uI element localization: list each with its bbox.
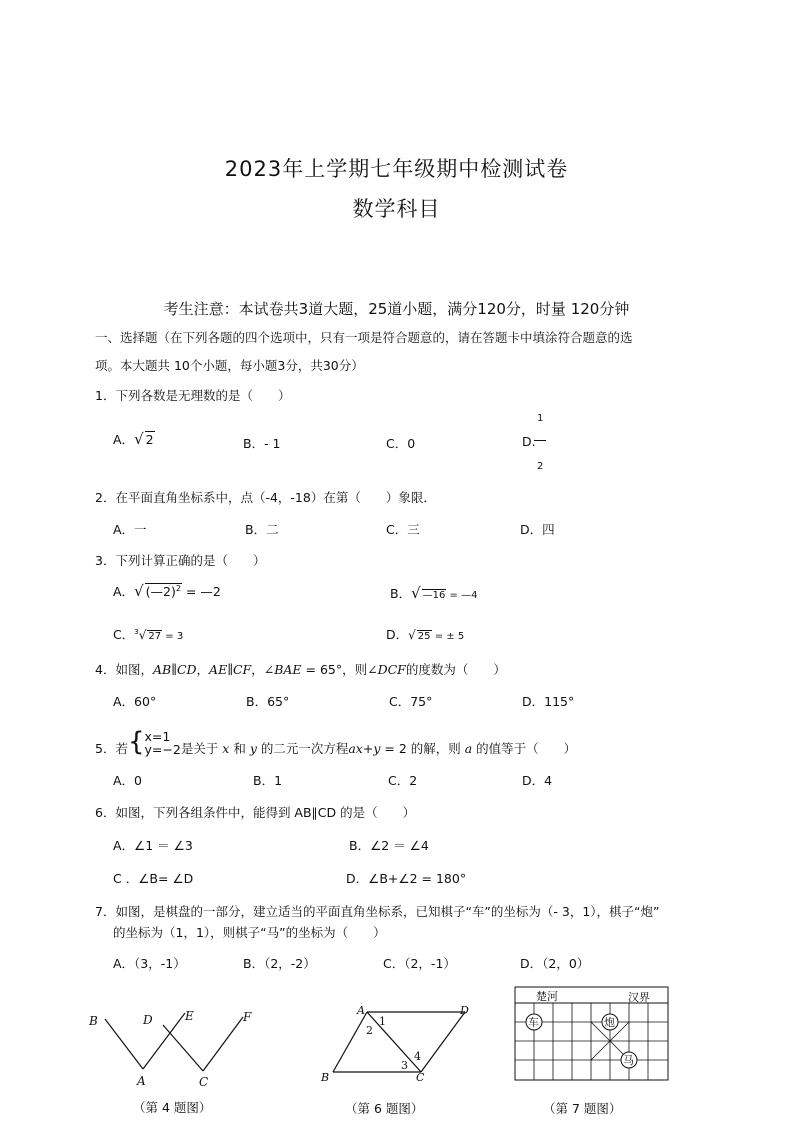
fig7-piece-pao bbox=[602, 1014, 618, 1030]
q3-option-b-rhs: = —4 bbox=[446, 590, 478, 601]
q1-option-b[interactable]: B．- 1 bbox=[243, 436, 281, 451]
q3-option-c-root-index: 3 bbox=[134, 627, 139, 636]
q7-option-b[interactable]: B．（2，-2） bbox=[243, 956, 316, 971]
q2-option-b[interactable]: B．二 bbox=[245, 522, 279, 537]
fig7-river-right: 汉界 bbox=[628, 991, 650, 1004]
q3-option-d-radicand: 25 bbox=[417, 631, 431, 642]
figure-6-caption: （第 6 题图） bbox=[345, 1101, 424, 1116]
fig7-piece-pao-label: 炮 bbox=[604, 1016, 615, 1029]
q6-option-d[interactable]: D．∠B+∠2 = 180° bbox=[346, 871, 467, 886]
q7-option-d[interactable]: D．（2，0） bbox=[520, 956, 590, 971]
q4-math-ae-cf: AE∥CF bbox=[209, 662, 252, 677]
q6-stem: 6．如图，下列各组条件中，能得到 AB∥CD 的是（ ） bbox=[95, 805, 416, 820]
q7-option-a[interactable]: A．（3，-1） bbox=[113, 956, 186, 971]
q4-option-b[interactable]: B．65° bbox=[246, 694, 290, 709]
q5-stem-body bbox=[181, 741, 576, 756]
q3-option-a-rhs: = —2 bbox=[181, 584, 221, 599]
q4-stem bbox=[95, 660, 506, 678]
q5-var-x: x bbox=[222, 741, 230, 756]
section1-instructions-line1: 一、选择题（在下列各题的四个选项中，只有一项是符合题意的，请在答题卡中填涂符合题意的选 bbox=[95, 330, 633, 345]
fig6-line-ab bbox=[333, 1012, 367, 1072]
q5-option-b[interactable]: B．1 bbox=[253, 773, 283, 788]
q3-option-d[interactable] bbox=[386, 625, 464, 643]
q6-option-c[interactable]: C ．∠B= ∠D bbox=[113, 871, 194, 886]
left-brace-icon: { bbox=[127, 727, 145, 757]
fig6-label-c: C bbox=[416, 1071, 425, 1084]
q5-mid3: = 2 的解，则 bbox=[380, 741, 465, 756]
q4-math-angle-bae: ∠BAE bbox=[263, 662, 302, 677]
q1-option-d[interactable] bbox=[522, 434, 536, 449]
fig6-angle-1: 1 bbox=[379, 1015, 386, 1028]
fig6-label-a: A bbox=[357, 1004, 365, 1017]
q5-system-line2: y=−2 bbox=[144, 741, 181, 757]
q2-stem: 2．在平面直角坐标系中，点（-4，-18）在第（ ）象限． bbox=[95, 490, 436, 505]
q3-option-a[interactable] bbox=[113, 582, 221, 600]
q4-option-c[interactable]: C．75° bbox=[389, 694, 433, 709]
q5-stem-post: 的值等于（ ） bbox=[472, 741, 577, 756]
q7-stem-line1: 7．如图，是棋盘的一部分，建立适当的平面直角坐标系，已知棋子“车”的坐标为（- 3，1），棋子“炮” bbox=[95, 904, 660, 919]
q1-option-d-fraction-bar bbox=[534, 440, 546, 441]
fig4-label-f: F bbox=[243, 1010, 252, 1024]
q4-stem-mid: = 65°，则 bbox=[301, 662, 368, 677]
fig4-line-dc bbox=[163, 1025, 203, 1071]
q5-stem-pre: 5．若 bbox=[95, 741, 128, 756]
q1-option-d-denominator: 2 bbox=[537, 461, 544, 472]
fig7-piece-che-label: 车 bbox=[528, 1016, 539, 1029]
fig4-label-e: E bbox=[185, 1009, 194, 1023]
q4-stem-post: 的度数为（ ） bbox=[405, 662, 506, 677]
q1-option-c[interactable]: C．0 bbox=[386, 436, 416, 451]
q5-var-a: a bbox=[464, 741, 473, 756]
q3-option-b[interactable] bbox=[390, 584, 477, 602]
q1-option-a-label: A． bbox=[113, 432, 135, 447]
figure-4-caption: （第 4 题图） bbox=[133, 1100, 212, 1115]
fig6-label-b: B bbox=[321, 1071, 330, 1084]
fig6-label-d: D bbox=[460, 1004, 469, 1017]
q3-option-a-radicand bbox=[145, 583, 182, 599]
fig6-line-ac bbox=[367, 1012, 421, 1072]
fig7-piece-ma bbox=[621, 1052, 637, 1068]
q5-stem bbox=[95, 725, 576, 756]
q4-stem-pre: 4．如图， bbox=[95, 662, 153, 677]
q3-option-b-label: B． bbox=[390, 586, 412, 601]
fig7-river-left: 楚河 bbox=[536, 990, 558, 1003]
fig6-line-cd bbox=[421, 1012, 465, 1072]
q5-option-a[interactable]: A．0 bbox=[113, 773, 143, 788]
figure-6-diagram bbox=[315, 1000, 475, 1090]
q5-equation: ax+y bbox=[348, 741, 381, 756]
q5-var-y: y bbox=[249, 741, 257, 756]
sqrt-sign-icon: √ bbox=[134, 582, 144, 600]
fig6-angle-3: 3 bbox=[401, 1059, 408, 1072]
q4-math-ab-cd: AB∥CD bbox=[152, 662, 197, 677]
figure-7-caption: （第 7 题图） bbox=[543, 1101, 622, 1116]
q3-option-c-rhs: = 3 bbox=[162, 631, 184, 642]
q3-option-d-rhs: = ± 5 bbox=[431, 631, 465, 642]
sqrt-sign-icon: √ bbox=[411, 584, 421, 602]
fig4-line-ba bbox=[105, 1019, 143, 1069]
q5-option-c[interactable]: C．2 bbox=[388, 773, 418, 788]
q4-option-a[interactable]: A．60° bbox=[113, 694, 157, 709]
q5-and: 和 bbox=[229, 741, 250, 756]
q3-option-a-exponent: 2 bbox=[175, 583, 181, 593]
fig4-line-cf bbox=[203, 1017, 243, 1071]
section1-instructions-line2: 项。本大题共 10个小题，每小题3分，共30分） bbox=[95, 358, 364, 373]
q5-mid2: 的二元一次方程 bbox=[256, 741, 349, 756]
sqrt-sign-icon: √ bbox=[408, 628, 416, 642]
q6-option-a[interactable]: A．∠1 ＝ ∠3 bbox=[113, 838, 193, 853]
q5-mid1: 是关于 bbox=[180, 741, 223, 756]
q3-option-c-radicand: 27 bbox=[148, 631, 162, 642]
exam-notice: 考生注意：本试卷共3道大题，25道小题，满分120分，时量 120分钟 bbox=[163, 300, 630, 318]
exam-title: 2023年上学期七年级期中检测试卷 bbox=[224, 157, 569, 181]
q1-option-a-radicand: 2 bbox=[145, 432, 154, 447]
q4-option-d[interactable]: D．115° bbox=[522, 694, 575, 709]
q3-option-a-label: A． bbox=[113, 584, 135, 599]
q4-sep1: ， bbox=[196, 662, 210, 677]
cube-root-sign-icon: √ bbox=[138, 628, 147, 642]
fig4-label-a: A bbox=[137, 1074, 146, 1088]
q2-option-d[interactable]: D．四 bbox=[520, 522, 555, 537]
q7-stem-line2: 的坐标为（1，1），则棋子“马”的坐标为（ ） bbox=[113, 925, 386, 940]
fig4-label-b: B bbox=[89, 1014, 98, 1028]
q1-option-d-numerator: 1 bbox=[537, 413, 544, 424]
fig7-piece-che bbox=[526, 1014, 542, 1030]
q2-option-c[interactable]: C．三 bbox=[386, 522, 420, 537]
fig4-label-d: D bbox=[143, 1013, 153, 1027]
q2-option-a[interactable]: A．一 bbox=[113, 522, 147, 537]
fig6-angle-2: 2 bbox=[366, 1024, 373, 1037]
q1-option-a[interactable] bbox=[113, 430, 155, 448]
q4-math-angle-dcf: ∠DCF bbox=[367, 662, 406, 677]
q1-option-d-label: D. bbox=[522, 434, 536, 449]
q3-stem: 3．下列计算正确的是（ ） bbox=[95, 553, 266, 568]
q5-option-d[interactable]: D．4 bbox=[522, 773, 553, 788]
q3-option-c[interactable] bbox=[113, 625, 183, 643]
q5-system-line1: x=1 bbox=[144, 728, 171, 744]
q1-stem: 1．下列各数是无理数的是（ ） bbox=[95, 388, 291, 403]
exam-subject: 数学科目 bbox=[352, 197, 441, 221]
sqrt-sign-icon: √ bbox=[134, 430, 144, 448]
q6-option-b[interactable]: B．∠2 ＝ ∠4 bbox=[349, 838, 429, 853]
q4-sep2: ， bbox=[251, 662, 264, 677]
figure-4-diagram bbox=[85, 1005, 265, 1095]
q3-option-b-radicand: —16 bbox=[422, 590, 446, 601]
q3-option-a-base: (—2) bbox=[145, 584, 176, 599]
q3-option-c-label: C． bbox=[113, 627, 135, 642]
fig7-piece-ma-label: 马 bbox=[623, 1054, 634, 1067]
q3-option-d-label: D． bbox=[386, 627, 409, 642]
figure-7-chessboard bbox=[514, 986, 670, 1082]
q5-equation-system bbox=[145, 730, 181, 756]
fig4-label-c: C bbox=[199, 1075, 209, 1089]
q7-option-c[interactable]: C．（2，-1） bbox=[383, 956, 456, 971]
fig6-angle-4: 4 bbox=[414, 1050, 421, 1063]
